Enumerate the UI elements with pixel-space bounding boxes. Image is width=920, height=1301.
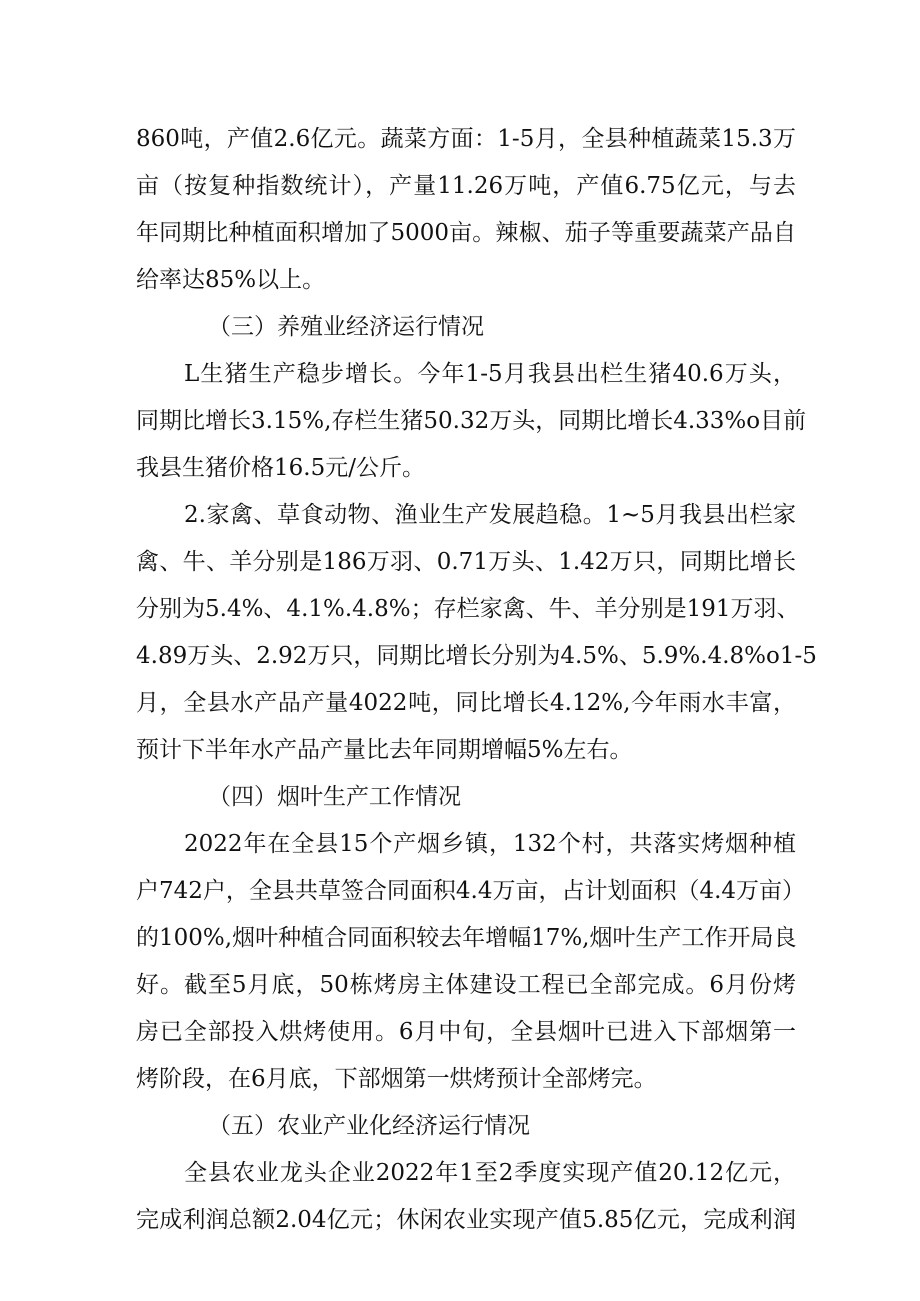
body-line: 同期比增长3.15%,存栏生猪50.32万头，同期比增长4.33%o目前 xyxy=(136,408,807,434)
body-line: 我县生猪价格16.5元/公斤。 xyxy=(136,455,425,481)
section-heading: （五）农业产业化经济运行情况 xyxy=(208,1113,530,1139)
body-line: 烤阶段，在6月底，下部烟第一烘烤预计全部烤完。 xyxy=(136,1066,657,1092)
body-line: 房已全部投入烘烤使用。6月中旬，全县烟叶已进入下部烟第一 xyxy=(136,1019,796,1045)
section-heading: （四）烟叶生产工作情况 xyxy=(208,784,461,810)
section-heading: （三）养殖业经济运行情况 xyxy=(208,314,484,340)
body-line: 分别为5.4%、4.1%.4.8%；存栏家禽、牛、羊分别是191万羽、 xyxy=(136,596,800,622)
body-line: 预计下半年水产品产量比去年同期增幅5%左右。 xyxy=(136,737,633,763)
body-line: 完成利润总额2.04亿元；休闲农业实现产值5.85亿元，完成利润 xyxy=(136,1207,796,1233)
body-line: 月，全县水产品产量4022吨，同比增长4.12%,今年雨水丰富， xyxy=(136,690,796,716)
body-line: 给率达85%以上。 xyxy=(136,267,326,293)
body-line: 860吨，产值2.6亿元。蔬菜方面：1-5月，全县种植蔬菜15.3万 xyxy=(136,126,796,152)
body-line: 亩（按复种指数统计），产量11.26万吨，产值6.75亿元，与去 xyxy=(136,173,796,199)
body-line: 年同期比种植面积增加了5000亩。辣椒、茄子等重要蔬菜产品自 xyxy=(136,220,796,246)
body-line: 2.家禽、草食动物、渔业生产发展趋稳。1~5月我县出栏家 xyxy=(184,502,796,528)
body-line: 禽、牛、羊分别是186万羽、0.71万头、1.42万只，同期比增长 xyxy=(136,549,796,575)
body-line: 户742户，全县共草签合同面积4.4万亩，占计划面积（4.4万亩） xyxy=(136,878,806,904)
body-line: 2022年在全县15个产烟乡镇，132个村，共落实烤烟种植 xyxy=(184,831,796,857)
body-line: 好。截至5月底，50栋烤房主体建设工程已全部完成。6月份烤 xyxy=(136,972,796,998)
body-line: L生猪生产稳步增长。今年1-5月我县出栏生猪40.6万头， xyxy=(184,361,796,387)
body-line: 4.89万头、2.92万只，同期比增长分别为4.5%、5.9%.4.8%o1-5 xyxy=(136,643,817,669)
body-line: 全县农业龙头企业2022年1至2季度实现产值20.12亿元， xyxy=(184,1160,796,1186)
body-line: 的100%,烟叶种植合同面积较去年增幅17%,烟叶生产工作开局良 xyxy=(136,925,797,951)
